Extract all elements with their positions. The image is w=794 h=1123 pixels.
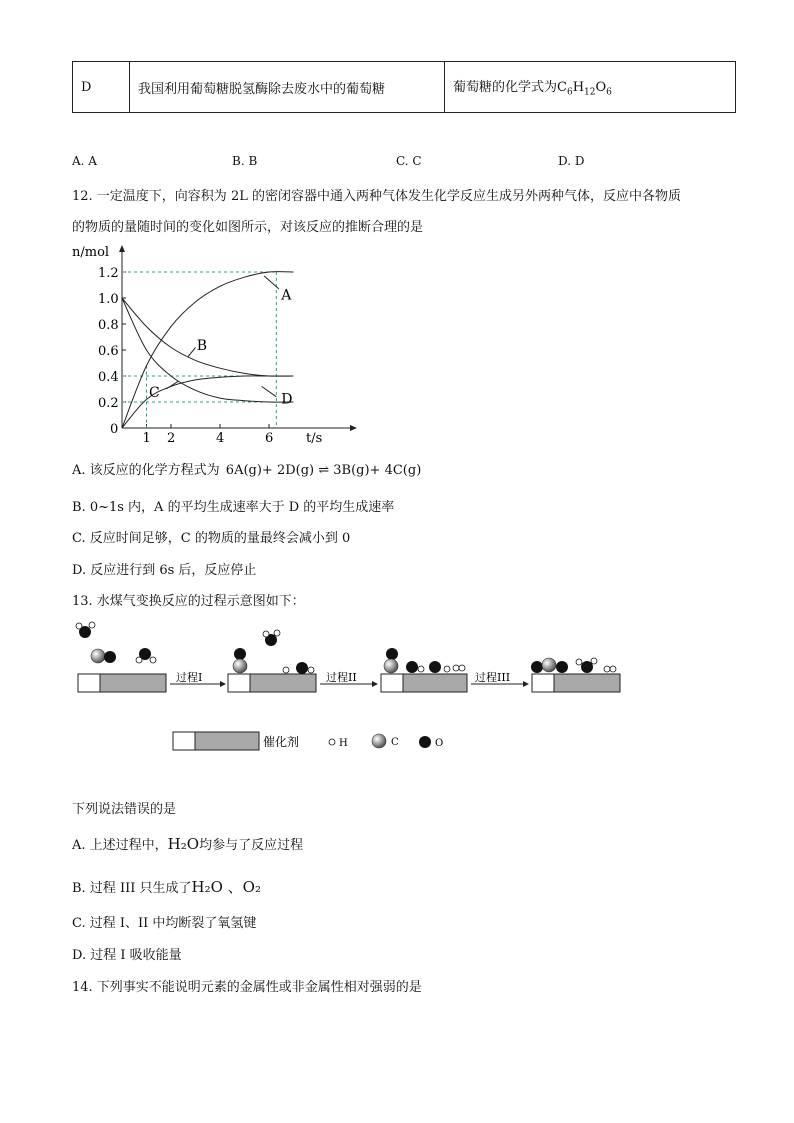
x-axis-arrow (350, 425, 357, 431)
series-line-B (122, 298, 294, 376)
callout-A (264, 276, 279, 289)
catalyst-stage-1 (78, 674, 166, 692)
catalyst-stage-3 (381, 674, 467, 692)
x-tick-label: 6 (265, 431, 274, 446)
stage2-adsorbed-co (233, 648, 247, 673)
q12-stem-line1: 12. 一定温度下，向容积为 2L 的密闭容器中通入两种气体发生化学反应生成另外两种气体，反应中各物质 (72, 189, 681, 204)
x-tick-label: 1 (142, 431, 151, 446)
stage1-water-floating (76, 622, 95, 638)
y-tick-label: 0.4 (98, 370, 119, 385)
catalyst-stage-2 (228, 674, 316, 692)
label-process-2: 过程II (326, 671, 357, 684)
y-tick-label: 1.0 (98, 292, 119, 307)
series-label-B: B (196, 338, 208, 355)
series-line-D (122, 298, 294, 402)
q13-option-b[interactable]: B. 过程 III 只生成了H₂O 、O₂ (72, 878, 261, 896)
y-tick-label: 1.2 (98, 266, 119, 281)
legend (173, 732, 443, 750)
q12-option-d[interactable]: D. 反应进行到 6s 后，反应停止 (72, 563, 257, 578)
x-tick-label: 4 (216, 431, 225, 446)
row-letter: D (73, 62, 130, 113)
label-process-3: 过程III (475, 671, 511, 684)
y-axis-label: n/mol (72, 245, 110, 260)
y-axis-arrow (119, 245, 125, 252)
q13-option-c[interactable]: C. 过程 I、II 中均断裂了氧氢键 (72, 916, 257, 931)
choice-d[interactable]: D. D (558, 154, 585, 168)
series-line-A (122, 272, 294, 428)
y-tick-label: 0 (110, 422, 119, 437)
y-tick-label: 0.2 (98, 396, 119, 411)
q13-stem: 13. 水煤气变换反应的过程示意图如下： (72, 594, 305, 609)
row-explanation: 葡萄糖的化学式为$C_6H_{12}O_6$ (445, 62, 736, 113)
stage3-adsorbed (384, 648, 465, 673)
svg-text:催化剂: 催化剂 (263, 735, 300, 749)
q12-option-b[interactable]: B. 0~1s 内，A 的平均生成速率大于 D 的平均生成速率 (72, 500, 395, 515)
stage4-products (531, 658, 616, 673)
label-process-1: 过程I (176, 671, 203, 684)
x-tick-label: 2 (167, 431, 176, 446)
q12-option-c[interactable]: C. 反应时间足够，C 的物质的量最终会减小到 0 (72, 531, 351, 546)
catalyst-stage-4 (532, 674, 620, 692)
choice-c[interactable]: C. C (396, 154, 422, 168)
q14-stem: 14. 下列事实不能说明元素的金属性或非金属性相对强弱的是 (72, 980, 422, 995)
choice-a[interactable]: A. A (72, 154, 97, 168)
callout-D (262, 386, 277, 396)
series-label-A: A (281, 287, 292, 304)
stage1-water (136, 648, 156, 663)
x-axis-label: t/s (306, 431, 323, 446)
q13-process-diagram (70, 616, 670, 756)
callout-B (188, 347, 195, 356)
svg-text:H: H (339, 738, 348, 749)
q12-option-a[interactable]: A. 该反应的化学方程式为 6A(g)+ 2D(g) ⇌ 3B(g)+ 4C(g) (72, 463, 422, 478)
q12-chart (70, 240, 370, 446)
answer-table (72, 61, 736, 113)
q13-option-a[interactable]: A. 上述过程中，H₂O均参与了反应过程 (72, 835, 304, 853)
stage2-water-floating (263, 630, 280, 646)
series-label-C: C (148, 384, 160, 401)
y-tick-label: 0.8 (98, 318, 119, 333)
choice-b[interactable]: B. B (232, 154, 258, 168)
stage1-co (91, 649, 116, 663)
q13-question: 下列说法错误的是 (72, 802, 177, 817)
y-tick-label: 0.6 (98, 344, 119, 359)
row-statement: 我国利用葡萄糖脱氢酶除去废水中的葡萄糖 (130, 62, 445, 113)
table-row (73, 62, 736, 113)
stage2-oh-fragments (283, 662, 314, 674)
callout-C (166, 381, 178, 389)
svg-text:C: C (391, 737, 399, 748)
q13-option-d[interactable]: D. 过程 I 吸收能量 (72, 948, 182, 963)
series-label-D: D (281, 391, 293, 408)
svg-text:O: O (435, 738, 444, 749)
q12-stem-line2: 的物质的量随时间的变化如图所示，对该反应的推断合理的是 (72, 220, 424, 235)
